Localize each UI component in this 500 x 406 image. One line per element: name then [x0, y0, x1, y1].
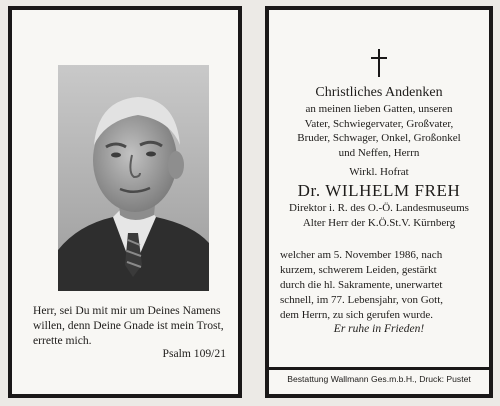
psalm-reference: Psalm 109/21	[162, 347, 226, 360]
portrait-photo	[58, 65, 209, 291]
card-heading: Christliches Andenken	[315, 85, 443, 100]
announcement-line: durch die hl. Sakramente, unerwartet	[280, 279, 443, 291]
announcement-line: schnell, im 77. Lebensjahr, von Gott,	[280, 294, 444, 306]
portrait-image	[58, 65, 209, 291]
death-announcement	[280, 248, 485, 323]
cross-icon	[369, 49, 389, 79]
verse-line: willen, denn Deine Gnade ist mein Trost,	[33, 319, 224, 332]
announcement-line: dem Herrn, zu sich gerufen wurde.	[280, 309, 434, 321]
footer-divider	[269, 367, 489, 370]
verse-line: Herr, sei Du mit mir um Deines Namens	[33, 304, 221, 317]
verse-line: errette mich.	[33, 334, 92, 347]
intro-line: Bruder, Schwager, Onkel, Großonkel	[297, 132, 461, 145]
intro-line: an meinen lieben Gatten, unseren	[305, 103, 453, 115]
bible-verse	[33, 303, 238, 348]
left-card	[8, 6, 242, 398]
right-card	[265, 6, 493, 398]
announcement-line: kurzem, schwerem Leiden, gestärkt	[280, 264, 437, 276]
intro-line: Vater, Schwiegervater, Großvater,	[304, 117, 454, 130]
intro-line: und Neffen, Herrn	[338, 147, 420, 160]
role-text	[269, 201, 489, 230]
honorary-title: Wirkl. Hofrat	[349, 166, 409, 178]
printer-credit: Bestattung Wallmann Ges.m.b.H., Druck: Pustet	[287, 374, 471, 384]
announcement-line: welcher am 5. November 1986, nach	[280, 249, 443, 261]
relationship-text	[269, 102, 489, 161]
role-line: Direktor i. R. des O.-Ö. Landesmuseums	[289, 202, 469, 214]
deceased-name: Dr. WILHELM FREH	[297, 181, 461, 200]
role-line: Alter Herr der K.Ö.St.V. Kürnberg	[302, 216, 456, 229]
closing-blessing: Er ruhe in Frieden!	[333, 323, 425, 335]
